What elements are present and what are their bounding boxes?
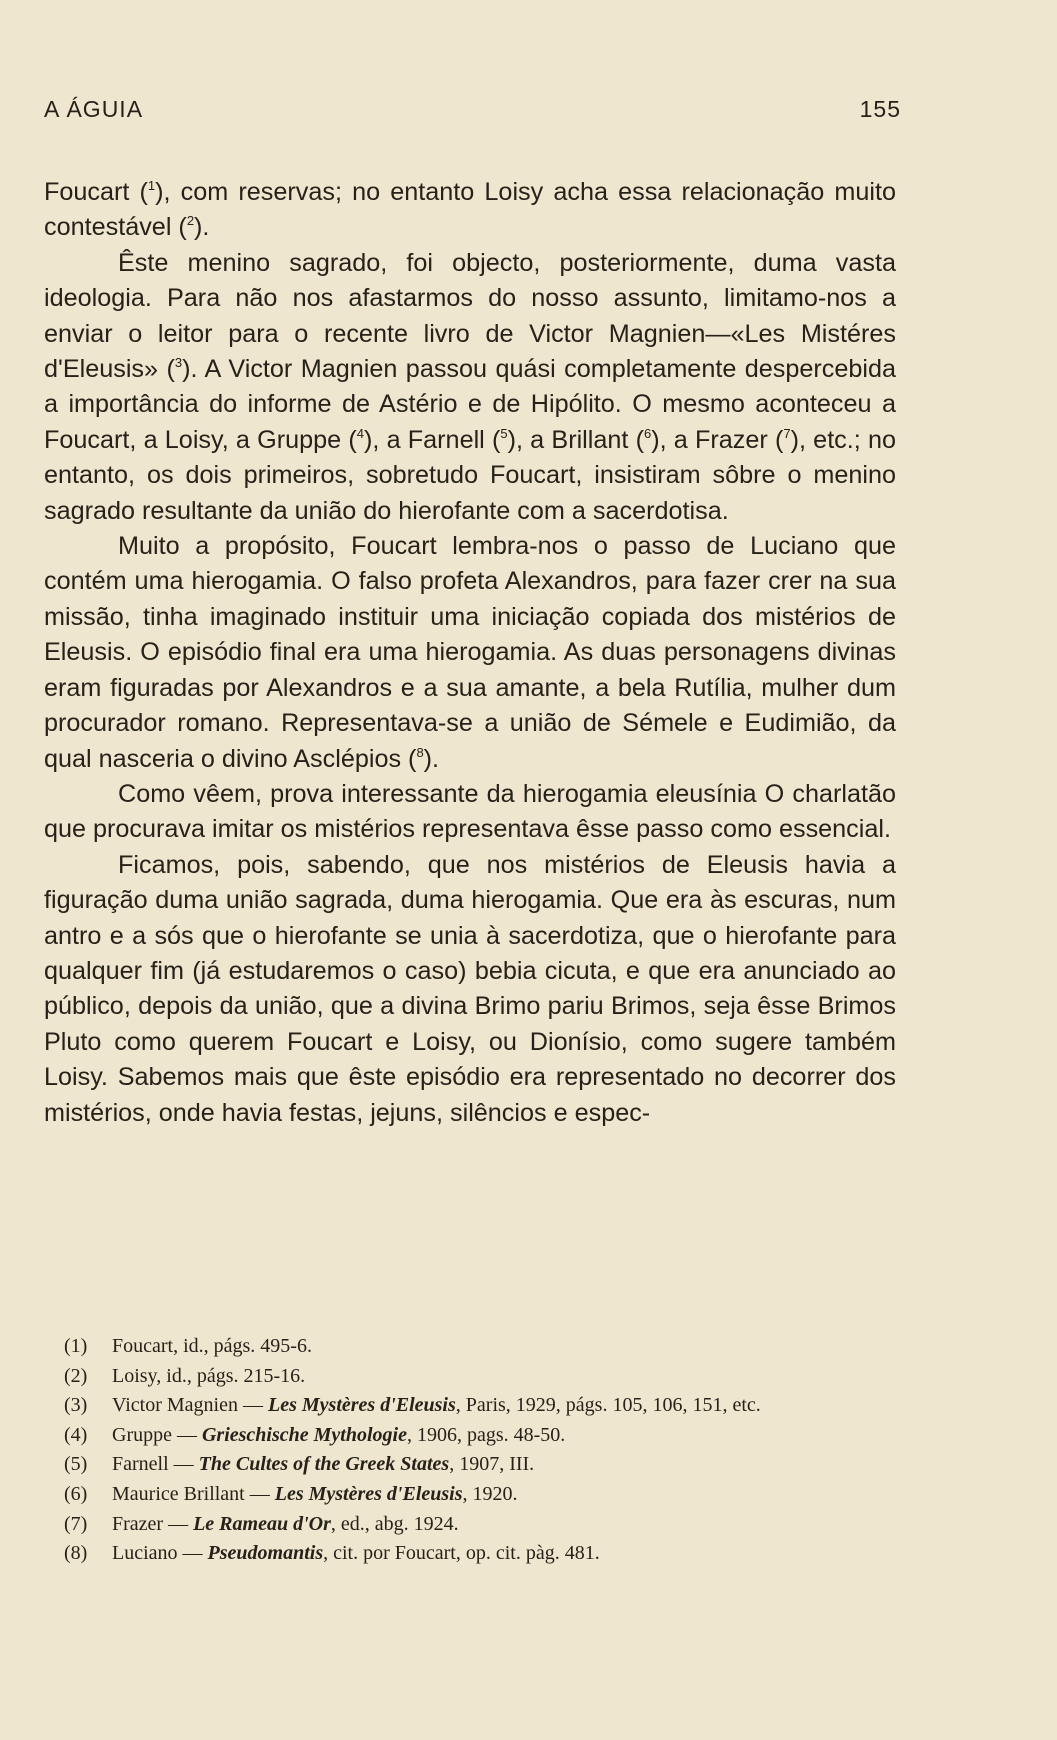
footnote-details: , Paris, 1929, págs. 105, 106, 151, etc. — [455, 1394, 761, 1417]
footnote-title: Pseudomantis — [207, 1542, 324, 1565]
page-number: 155 — [859, 96, 901, 122]
paragraph — [44, 246, 896, 529]
footnote-number: (5) — [64, 1453, 88, 1476]
footnote-details: , 1920. — [462, 1482, 518, 1505]
footnote — [44, 1362, 896, 1392]
text-run: ), com reservas; no entanto Loisy acha essa relacionação muito contestável ( — [44, 178, 896, 242]
text-run: Como vêem, prova interessante da hierogamia eleusínia O charlatão que procurava imitar os mistérios representava êsse passo como essencial. — [44, 779, 896, 844]
footnote — [44, 1421, 896, 1451]
footnote-title: Grieschische Mythologie — [201, 1423, 407, 1446]
footnote-author: Maurice Brillant — — [112, 1482, 275, 1505]
text-run: ), a Frazer ( — [651, 425, 784, 454]
body-text — [44, 175, 896, 1131]
text-run: Muito a propósito, Foucart lembra-nos o passo de Luciano que contém uma hierogamia. O falso profeta Alexandros, para fazer crer na sua missão, tinha imaginado instituir uma iniciação copiada dos mistérios de Eleusis. O episódio final era uma hierogamia. As duas personagens divinas eram figuradas por Alexandros e a sua amante, a bela Rutília, mulher dum procurador romano. Representava-se a união de Sémele e Eudimião, da qual nasceria o divino Asclépios ( — [44, 532, 896, 773]
footnote-number: (8) — [64, 1542, 88, 1565]
footnote-number: (3) — [64, 1394, 88, 1417]
footnote-title: Les Mystères d'Eleusis — [268, 1394, 456, 1417]
footnote — [44, 1332, 896, 1362]
footnote — [44, 1450, 896, 1480]
footnote-ref: 2 — [186, 213, 195, 229]
text-run: Êste menino sagrado, foi objecto, posteriormente, duma vasta ideologia. Para não nos afastarmos do nosso assunto, limitamo-nos a enviar o leitor para o recente livro de Victor Magnien—«Les Mistéres d'Eleusis» ( — [44, 248, 896, 384]
footnote-author: Foucart, id., págs. 495-6. — [112, 1335, 312, 1357]
footnote-title: Le Rameau d'Or — [193, 1512, 331, 1535]
footnote — [44, 1510, 896, 1540]
text-run: ). — [423, 744, 440, 773]
running-title: A ÁGUIA — [44, 96, 144, 122]
footnote-author: Loisy, id., págs. 215-16. — [112, 1364, 306, 1387]
paragraph — [44, 848, 896, 1131]
footnote — [44, 1480, 896, 1510]
footnote — [44, 1539, 896, 1569]
footnote-number: (6) — [64, 1482, 88, 1505]
footnote-title: The Cultes of the Greek States — [198, 1453, 450, 1476]
paragraph — [44, 175, 896, 246]
footnote-details: , ed., abg. 1924. — [330, 1512, 459, 1535]
footnote-title: Les Mystères d'Eleusis — [274, 1482, 463, 1505]
footnote-details: , cit. por Foucart, op. cit. pàg. 481. — [323, 1542, 600, 1565]
footnote-ref: 6 — [643, 425, 652, 441]
running-header — [44, 96, 901, 123]
footnote — [44, 1391, 896, 1421]
footnote-author: Farnell — — [112, 1453, 199, 1476]
footnote-ref: 1 — [147, 178, 156, 193]
text-run: ). A Victor Magnien passou quási completamente despercebida a importância do informe de Astério e de Hipólito. O mesmo aconteceu a Foucart, a Loisy, a Gruppe ( — [44, 355, 897, 454]
footnote-ref: 8 — [416, 744, 424, 760]
footnote-details: , 1906, pags. 48-50. — [406, 1423, 566, 1446]
footnote-number: (4) — [64, 1423, 88, 1446]
paragraph — [44, 777, 896, 848]
footnote-details: , 1907, III. — [449, 1453, 535, 1476]
footnotes — [44, 1332, 896, 1569]
text-run: Ficamos, pois, sabendo, que nos mistérios de Eleusis havia a figuração duma união sagrada, duma hierogamia. Que era às escuras, num antro e a sós que o hierofante se unia à sacerdotiza, que o hierofante para qualquer fim (já estudaremos o caso) bebia cicuta, e que era anunciado ao público, depois da união, que a divina Brimo pariu Brimos, seja êsse Brimos Pluto como querem Foucart e Loisy, ou Dionísio, como sugere também Loisy. Sabemos mais que êste episódio era representado no decorrer dos mistérios, onde havia festas, jejuns, silêncios e espec- — [44, 850, 896, 1127]
footnote-author: Gruppe — — [112, 1423, 202, 1446]
footnote-author: Frazer — — [112, 1512, 194, 1535]
text-run: ), a Farnell ( — [363, 425, 501, 454]
footnote-number: (2) — [64, 1364, 88, 1387]
footnote-author: Luciano — — [112, 1542, 208, 1565]
text-run: ). — [194, 213, 210, 242]
footnote-ref: 4 — [356, 425, 364, 441]
footnote-number: (7) — [64, 1512, 88, 1535]
text-run: ), a Brillant ( — [507, 425, 644, 454]
paragraph — [44, 529, 896, 777]
footnote-ref: 5 — [500, 425, 508, 441]
text-run: ), etc.; no entanto, os dois primeiros, sobretudo Foucart, insistiram sôbre o menino sagrado resultante da união do hierofante com a sacerdotisa. — [44, 425, 896, 525]
footnote-ref: 3 — [174, 355, 183, 371]
text-run: Foucart ( — [44, 178, 148, 206]
footnote-number: (1) — [64, 1335, 88, 1357]
footnote-ref: 7 — [783, 425, 791, 441]
footnote-author: Victor Magnien — — [112, 1394, 268, 1417]
